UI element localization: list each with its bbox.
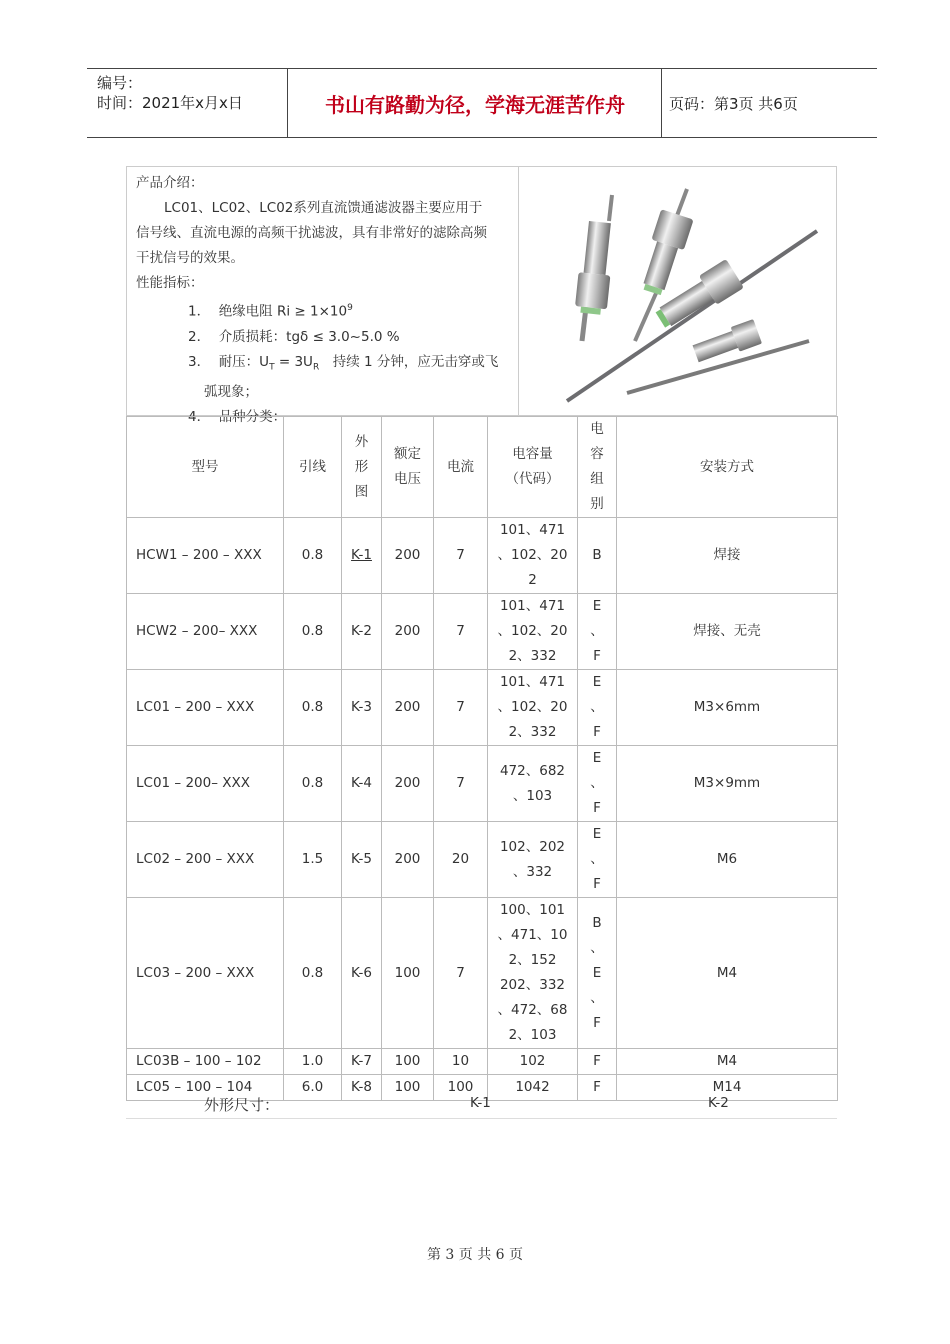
cell-current: 7 xyxy=(434,518,488,594)
product-photo xyxy=(527,181,827,403)
cell-lead: 1.0 xyxy=(284,1049,342,1075)
cell-mount: M14 xyxy=(617,1075,838,1101)
spec-item-4: 4． 品种分类： xyxy=(188,409,287,426)
cell-lead: 0.8 xyxy=(284,670,342,746)
cell-mount: M3×6mm xyxy=(617,670,838,746)
table-row xyxy=(127,746,838,822)
cell-capacitance: 102 xyxy=(488,1049,578,1075)
table-row xyxy=(127,594,838,670)
cell-group: B xyxy=(578,518,617,594)
table-row xyxy=(127,1049,838,1075)
cell-mount: M6 xyxy=(617,822,838,898)
dimensions-k1: K-1 xyxy=(470,1095,491,1111)
col-header-capacitance: 电容量 （代码） xyxy=(488,417,578,518)
cell-current: 20 xyxy=(434,822,488,898)
cell-lead: 0.8 xyxy=(284,746,342,822)
product-table xyxy=(126,416,838,1101)
cell-model: LC02 – 200 – XXX xyxy=(127,822,284,898)
cell-lead: 0.8 xyxy=(284,518,342,594)
cell-lead: 0.8 xyxy=(284,898,342,1049)
spec-title: 性能指标： xyxy=(136,275,204,291)
cell-mount: M3×9mm xyxy=(617,746,838,822)
spec-item-3-cont: 弧现象； xyxy=(204,384,258,401)
col-header-current: 电流 xyxy=(434,417,488,518)
cell-mount: 焊接 xyxy=(617,518,838,594)
intro-text xyxy=(136,171,514,430)
cell-model: LC03 – 200 – XXX xyxy=(127,898,284,1049)
table-body xyxy=(127,518,838,1101)
cell-voltage: 100 xyxy=(382,898,434,1049)
spec-item-3: 3． 耐压：$U_T = 3U_R$ 持续 1 分钟，应无击穿或飞 xyxy=(188,353,499,373)
col-header-model: 型号 xyxy=(127,417,284,518)
cell-current: 7 xyxy=(434,898,488,1049)
cell-capacitance: 101、471 、102、20 2、332 xyxy=(488,670,578,746)
number-label: 编号： xyxy=(97,74,143,92)
dimensions-k2: K-2 xyxy=(708,1095,729,1111)
dimensions-label: 外形尺寸： xyxy=(204,1096,280,1114)
cell-capacitance: 101、471 、102、20 2、332 xyxy=(488,594,578,670)
cell-shape: K-4 xyxy=(342,746,382,822)
cell-mount: M4 xyxy=(617,1049,838,1075)
cell-model: LC01 – 200– XXX xyxy=(127,746,284,822)
cell-voltage: 200 xyxy=(382,670,434,746)
wire xyxy=(635,291,657,341)
wire xyxy=(609,195,612,221)
header-page-label: 页码：第3页 共6页 xyxy=(669,94,798,113)
cell-model: LC01 – 200 – XXX xyxy=(127,670,284,746)
cell-shape: K-5 xyxy=(342,822,382,898)
spec-item-1: 1． 绝缘电阻 $Ri \ge 1\times 10^9$ xyxy=(188,303,353,320)
table-row xyxy=(127,898,838,1049)
filter-body xyxy=(636,209,694,297)
header-divider xyxy=(661,69,662,137)
cell-lead: 0.8 xyxy=(284,594,342,670)
cell-voltage: 100 xyxy=(382,1075,434,1101)
table-header-row xyxy=(127,417,838,518)
header-divider xyxy=(287,69,288,137)
cell-shape: K-6 xyxy=(342,898,382,1049)
cell-group: F xyxy=(578,1049,617,1075)
intro-title: 产品介绍： xyxy=(136,175,204,191)
cell-capacitance: 472、682 、103 xyxy=(488,746,578,822)
cell-lead: 1.5 xyxy=(284,822,342,898)
cell-capacitance: 100、101 、471、10 2、152 202、332 、472、68 2、103 xyxy=(488,898,578,1049)
col-header-lead: 引线 xyxy=(284,417,342,518)
page-footer: 第 3 页 共 6 页 xyxy=(426,1247,524,1263)
intro-paragraph: 信号线、直流电源的高频干扰滤波，具有非常好的滤除高频 xyxy=(136,225,487,241)
cell-model: LC05 – 100 – 104 xyxy=(127,1075,284,1101)
col-header-voltage: 额定 电压 xyxy=(382,417,434,518)
filter-body xyxy=(574,220,615,315)
table-row xyxy=(127,518,838,594)
col-header-group: 电 容 组 别 xyxy=(578,417,617,518)
cell-shape: K-7 xyxy=(342,1049,382,1075)
intro-paragraph: LC01、LC02、LC02系列直流馈通滤波器主要应用于 xyxy=(164,200,483,216)
cell-capacitance: 102、202 、332 xyxy=(488,822,578,898)
cell-group: E 、 F xyxy=(578,822,617,898)
cell-shape: K-3 xyxy=(342,670,382,746)
cell-shape: K-8 xyxy=(342,1075,382,1101)
col-header-shape: 外 形 图 xyxy=(342,417,382,518)
cell-shape: K-1 xyxy=(342,518,382,594)
cell-current: 10 xyxy=(434,1049,488,1075)
header-meta xyxy=(97,73,243,113)
cell-capacitance: 1042 xyxy=(488,1075,578,1101)
cell-voltage: 100 xyxy=(382,1049,434,1075)
dimensions-row xyxy=(126,1092,837,1119)
cell-voltage: 200 xyxy=(382,822,434,898)
intro-paragraph: 干扰信号的效果。 xyxy=(136,250,244,266)
cell-voltage: 200 xyxy=(382,746,434,822)
cell-model: HCW1 – 200 – XXX xyxy=(127,518,284,594)
cell-mount: 焊接、无壳 xyxy=(617,594,838,670)
intro-divider xyxy=(518,167,519,415)
cell-current: 7 xyxy=(434,594,488,670)
cell-group: E 、 F xyxy=(578,594,617,670)
cell-mount: M4 xyxy=(617,898,838,1049)
cell-group: B 、 E 、 F xyxy=(578,898,617,1049)
cell-group: E 、 F xyxy=(578,746,617,822)
page-header xyxy=(87,68,877,138)
cell-voltage: 200 xyxy=(382,594,434,670)
cell-current: 7 xyxy=(434,670,488,746)
cell-voltage: 200 xyxy=(382,518,434,594)
time-label: 时间：2021年x月x日 xyxy=(97,94,243,112)
cell-model: LC03B – 100 – 102 xyxy=(127,1049,284,1075)
table-row xyxy=(127,670,838,746)
spec-item-2: 2． 介质损耗：tgδ ≤ 3.0~5.0 % xyxy=(188,328,400,345)
cell-capacitance: 101、471 、102、20 2 xyxy=(488,518,578,594)
cell-current: 7 xyxy=(434,746,488,822)
cell-group: F xyxy=(578,1075,617,1101)
cell-group: E 、 F xyxy=(578,670,617,746)
col-header-mount: 安装方式 xyxy=(617,417,838,518)
cell-model: HCW2 – 200– XXX xyxy=(127,594,284,670)
product-intro xyxy=(126,166,837,426)
table-row xyxy=(127,822,838,898)
cell-lead: 6.0 xyxy=(284,1075,342,1101)
cell-shape: K-2 xyxy=(342,594,382,670)
header-motto: 书山有路勤为径，学海无涯苦作舟 xyxy=(325,92,625,117)
cell-current: 100 xyxy=(434,1075,488,1101)
